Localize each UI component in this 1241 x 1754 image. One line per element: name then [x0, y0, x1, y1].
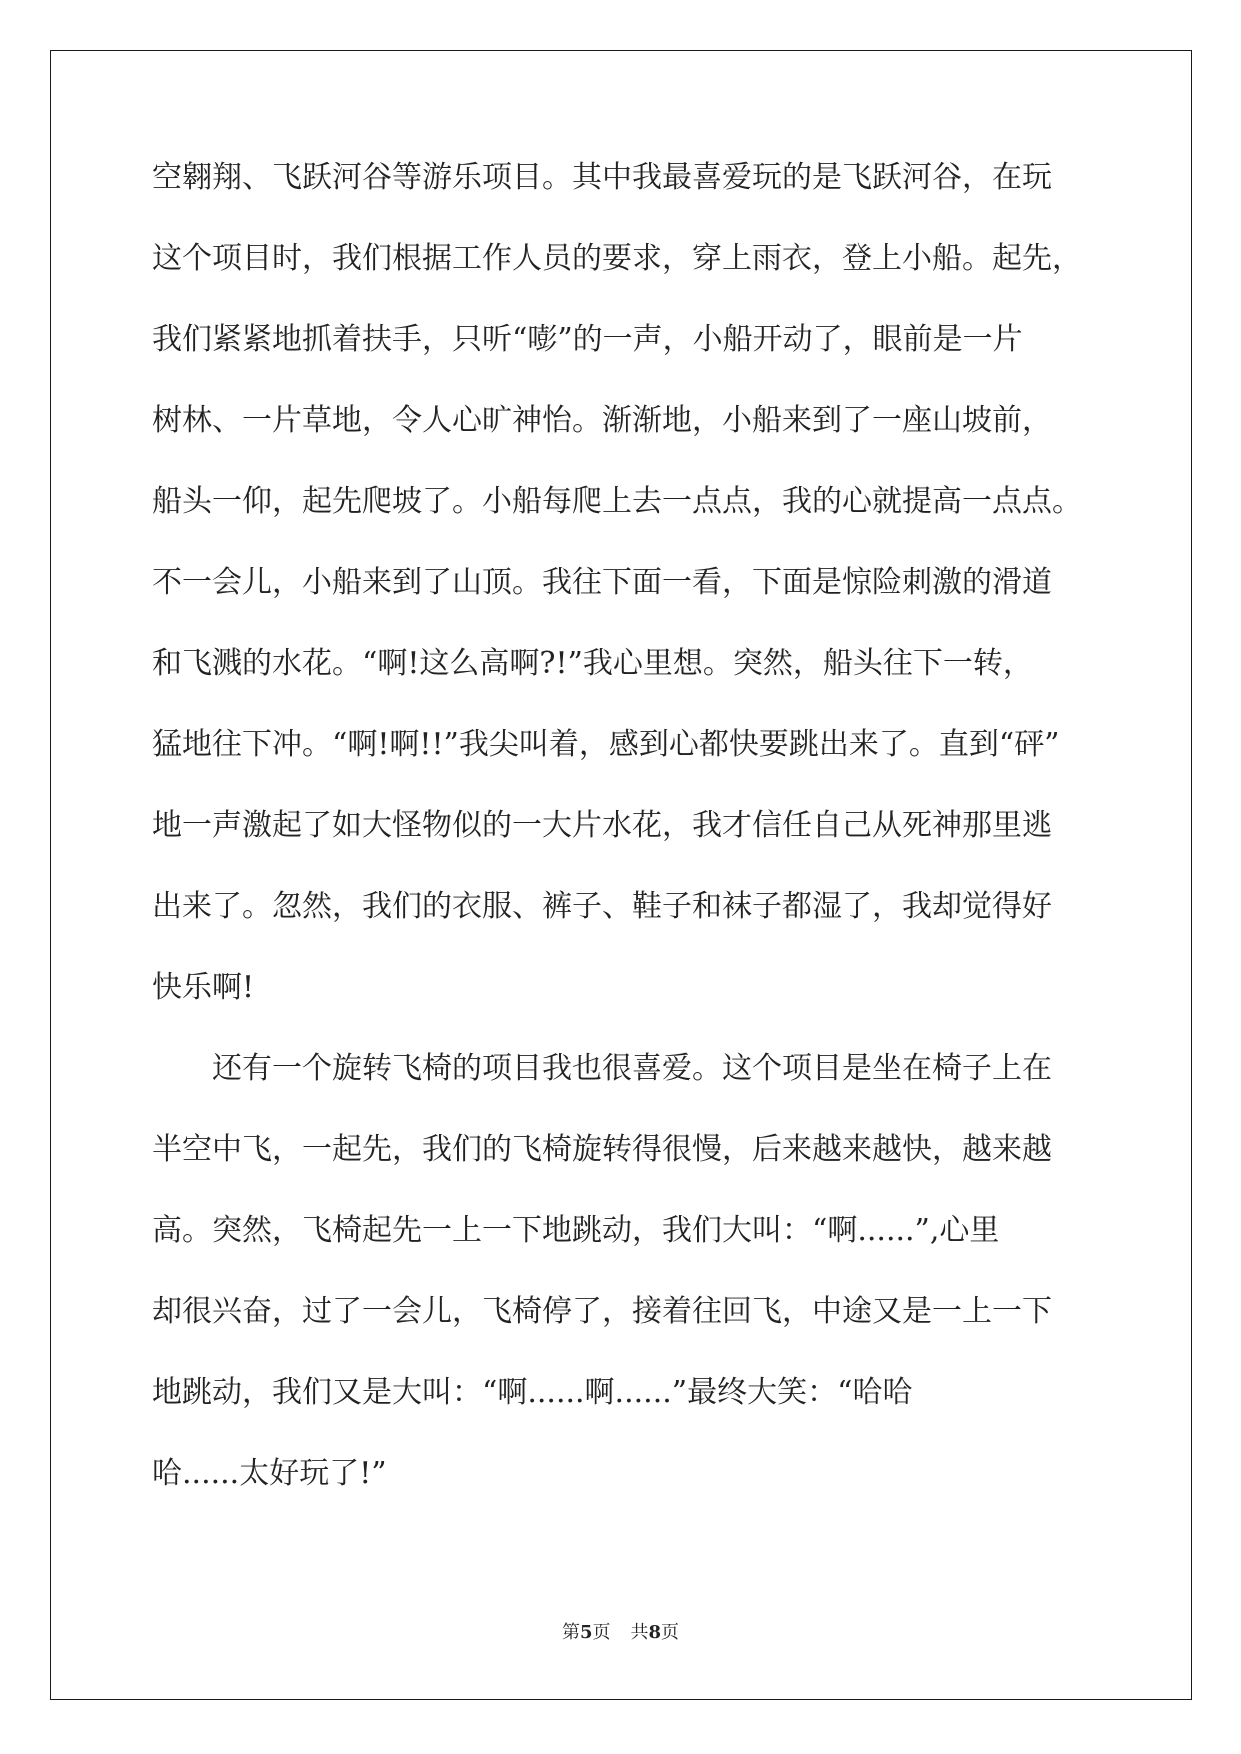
- page-unit: 页: [592, 1622, 611, 1643]
- document-body: [152, 160, 1112, 1537]
- text-line: 空翱翔、飞跃河谷等游乐项目。其中我最喜爱玩的是飞跃河谷，在玩: [152, 160, 1052, 195]
- paragraph-start-line: 还有一个旋转飞椅的项目我也很喜爱。这个项目是坐在椅子上在: [152, 1051, 1052, 1086]
- page-footer: [0, 1618, 1241, 1644]
- text-line: 快乐啊!: [152, 970, 255, 1005]
- text-line: 高。突然，飞椅起先一上一下地跳动，我们大叫：“啊......”,心里: [152, 1213, 1000, 1248]
- text-line: 我们紧紧地抓着扶手，只听“嘭”的一声，小船开动了，眼前是一片: [152, 322, 1023, 357]
- text-line: 和飞溅的水花。“啊!这么高啊?!”我心里想。突然，船头往下一转，: [152, 646, 1033, 681]
- text-line: 哈......太好玩了!”: [152, 1456, 387, 1491]
- total-unit: 页: [661, 1622, 680, 1643]
- text-line: 猛地往下冲。“啊!啊!!”我尖叫着，感到心都快要跳出来了。直到“砰”: [152, 727, 1060, 762]
- total-pages: 8: [648, 1622, 662, 1643]
- text-line: 这个项目时，我们根据工作人员的要求，穿上雨衣，登上小船。起先，: [152, 241, 1082, 276]
- total-prefix: 共: [630, 1622, 649, 1643]
- text-line: 出来了。忽然，我们的衣服、裤子、鞋子和袜子都湿了，我却觉得好: [152, 889, 1052, 924]
- text-line: 半空中飞，一起先，我们的飞椅旋转得很慢，后来越来越快，越来越: [152, 1132, 1052, 1167]
- text-line: 不一会儿，小船来到了山顶。我往下面一看，下面是惊险刺激的滑道: [152, 565, 1052, 600]
- text-line: 地跳动，我们又是大叫：“啊......啊......”最终大笑：“哈哈: [152, 1375, 913, 1410]
- page-number: 5: [579, 1622, 593, 1643]
- text-line: 却很兴奋，过了一会儿，飞椅停了，接着往回飞，中途又是一上一下: [152, 1294, 1052, 1329]
- text-line: 地一声激起了如大怪物似的一大片水花，我才信任自己从死神那里逃: [152, 808, 1052, 843]
- text-line: 树林、一片草地，令人心旷神怡。渐渐地，小船来到了一座山坡前，: [152, 403, 1052, 438]
- text-line: 船头一仰，起先爬坡了。小船每爬上去一点点，我的心就提高一点点。: [152, 484, 1082, 519]
- page-prefix: 第: [561, 1622, 580, 1643]
